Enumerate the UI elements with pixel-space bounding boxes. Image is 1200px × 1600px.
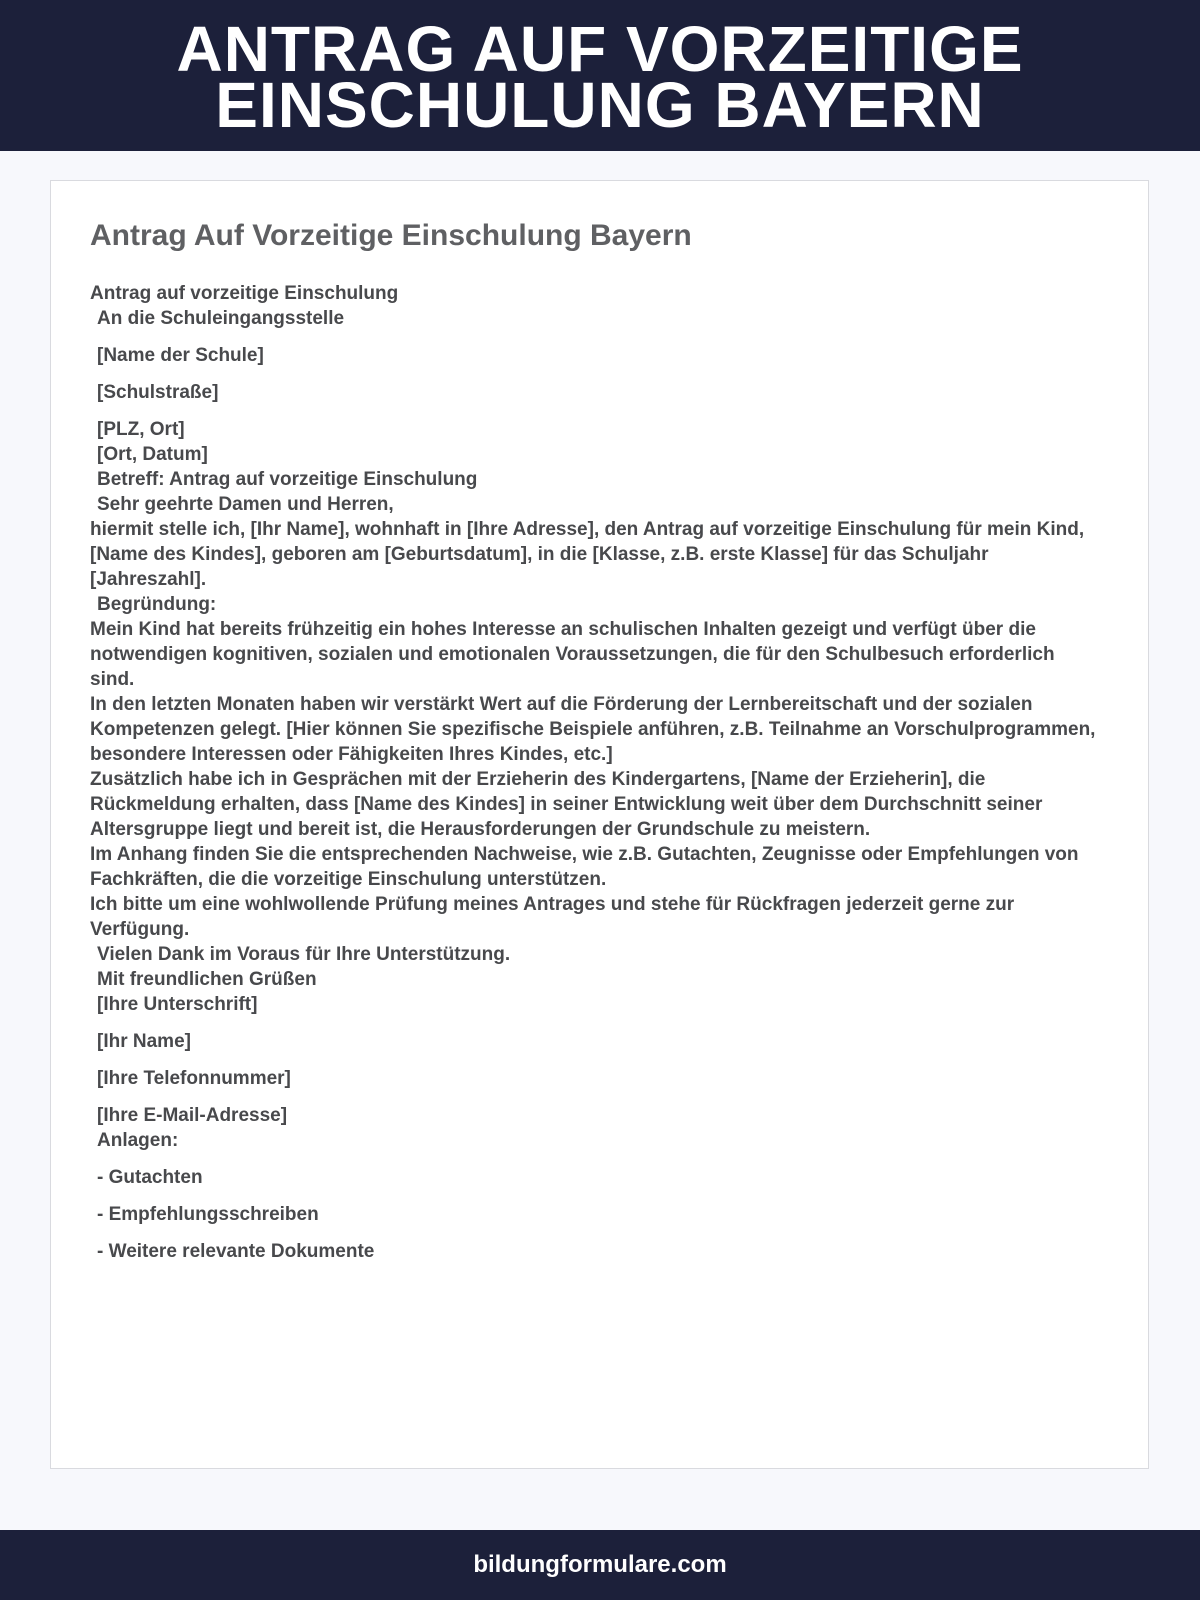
banner-title-line-1: ANTRAG AUF VORZEITIGE [176, 12, 1024, 85]
title-banner [0, 0, 1200, 151]
signature-placeholder: [Ihre Unterschrift] [97, 994, 258, 1015]
phone-placeholder: [Ihre Telefonnummer] [97, 1068, 291, 1089]
reason-heading: Begründung: [97, 594, 217, 615]
document-sheet [50, 180, 1149, 1469]
email-placeholder: [Ihre E-Mail-Adresse] [97, 1105, 288, 1126]
attachment-item: - Empfehlungsschreiben [97, 1204, 319, 1225]
recipient-line: An die Schuleingangsstelle [97, 308, 345, 329]
salutation: Sehr geehrte Damen und Herren, [97, 494, 394, 515]
letter-subject-line: Antrag auf vorzeitige Einschulung [90, 283, 399, 304]
school-name-placeholder: [Name der Schule] [97, 345, 264, 366]
attachment-item: - Gutachten [97, 1167, 203, 1188]
attachments-heading: Anlagen: [97, 1130, 179, 1151]
place-date-placeholder: [Ort, Datum] [97, 444, 208, 465]
banner-title-line-2: EINSCHULUNG BAYERN [215, 68, 985, 141]
document-heading: Antrag Auf Vorzeitige Einschulung Bayern [90, 219, 692, 252]
reason-paragraph-2: In den letzten Monaten haben wir verstärkt Wert auf die Förderung der Lernbereitschaft und der sozialen Kompetenzen gelegt. [Hier können Sie spezifische Beispiele anführen, z.B. Teilnahme an Vorschulprogrammen, besondere Interessen oder Fähigkeiten Ihres Kindes, etc.] [90, 694, 1101, 765]
attachment-paragraph: Im Anhang finden Sie die entsprechenden Nachweise, wie z.B. Gutachten, Zeugnisse oder Empfehlungen von Fachkräften, die die vorzeitige Einschulung unterstützen. [90, 844, 1084, 890]
footer-bar [0, 1530, 1200, 1600]
application-paragraph: hiermit stelle ich, [Ihr Name], wohnhaft in [Ihre Adresse], den Antrag auf vorzeitige Einschulung für mein Kind, [Name des Kindes], geboren am [Geburtsdatum], in die [Klasse, z.B. erste Klasse] für das Schuljahr [Jahreszahl]. [90, 519, 1090, 590]
reason-paragraph-3: Zusätzlich habe ich in Gesprächen mit der Erzieherin des Kindergartens, [Name der Erzieherin], die Rückmeldung erhalten, dass [Name des Kindes] in seiner Entwicklung weit über dem Durchschnitt seiner Altersgruppe liegt und bereit ist, die Herausforderungen der Grundschule zu meistern. [90, 769, 1047, 840]
request-paragraph: Ich bitte um eine wohlwollende Prüfung meines Antrages und stehe für Rückfragen jederzeit gerne zur Verfügung. [90, 894, 1020, 940]
attachment-item: - Weitere relevante Dokumente [97, 1241, 375, 1262]
school-street-placeholder: [Schulstraße] [97, 382, 219, 403]
document-body [90, 281, 1100, 1264]
subject-line: Betreff: Antrag auf vorzeitige Einschulung [97, 469, 478, 490]
footer-site-name: bildungformulare.com [473, 1551, 727, 1578]
closing-line: Mit freundlichen Grüßen [97, 969, 317, 990]
name-placeholder: [Ihr Name] [97, 1031, 191, 1052]
reason-paragraph-1: Mein Kind hat bereits frühzeitig ein hohes Interesse an schulischen Inhalten gezeigt und verfügt über die notwendigen kognitiven, sozialen und emotionalen Voraussetzungen, die für den Schulbesuch erforderlich sind. [90, 619, 1060, 690]
postal-code-city-placeholder: [PLZ, Ort] [97, 419, 185, 440]
banner-title [176, 12, 1024, 141]
thanks-line: Vielen Dank im Voraus für Ihre Unterstützung. [97, 944, 511, 965]
